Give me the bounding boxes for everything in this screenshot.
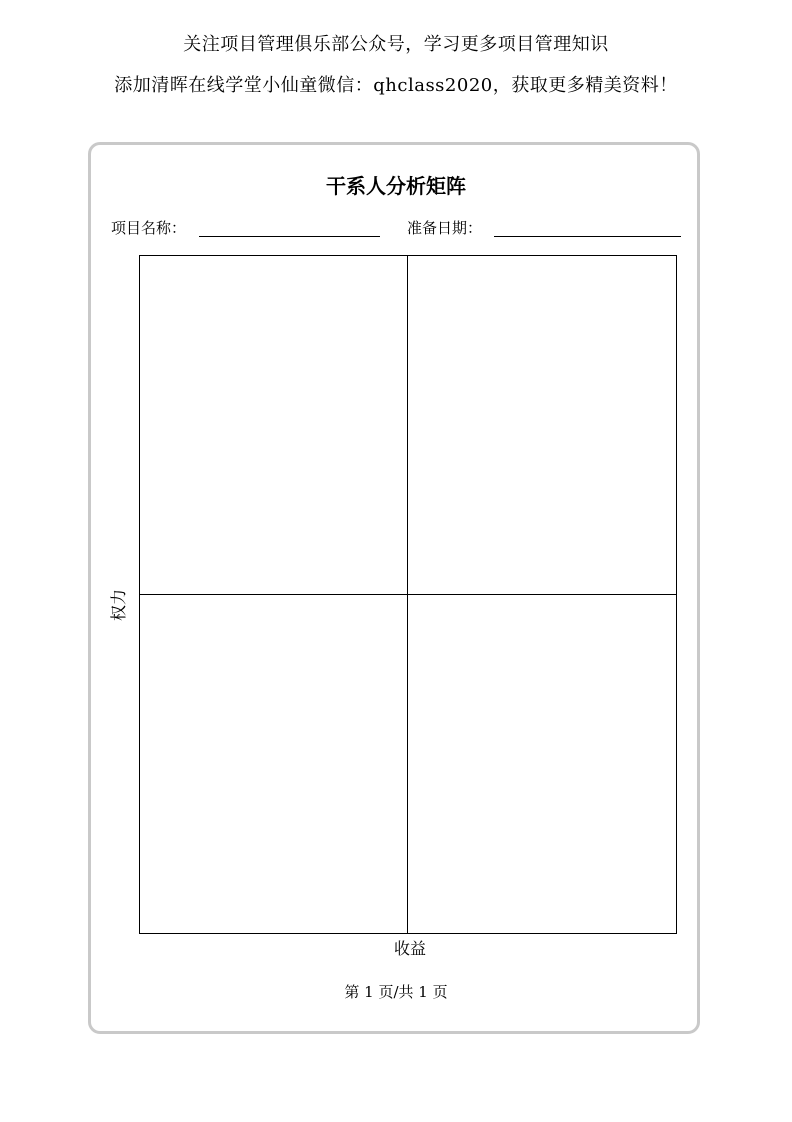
form-title: 干系人分析矩阵 <box>326 174 466 198</box>
quadrant-high-power-high-interest[interactable] <box>408 256 676 594</box>
project-name-label: 项目名称： <box>111 219 187 237</box>
x-axis-label: 收益 <box>393 939 426 958</box>
horizontal-divider <box>140 594 676 595</box>
prep-date-field[interactable] <box>494 236 681 237</box>
quadrant-low-power-low-interest[interactable] <box>140 594 408 933</box>
project-name-field[interactable] <box>199 236 380 237</box>
quadrant-low-power-high-interest[interactable] <box>408 594 676 933</box>
quadrant-high-power-low-interest[interactable] <box>140 256 408 594</box>
page-number: 第 1 页/共 1 页 <box>344 983 448 1001</box>
y-axis-label: 权力 <box>109 588 128 621</box>
header-promo-line-1: 关注项目管理俱乐部公众号，学习更多项目管理知识 <box>183 34 609 55</box>
header-promo-line-2: 添加清晖在线学堂小仙童微信：qhclass2020，获取更多精美资料！ <box>114 75 678 96</box>
prep-date-label: 准备日期： <box>407 219 483 237</box>
stakeholder-matrix-grid <box>139 255 677 934</box>
